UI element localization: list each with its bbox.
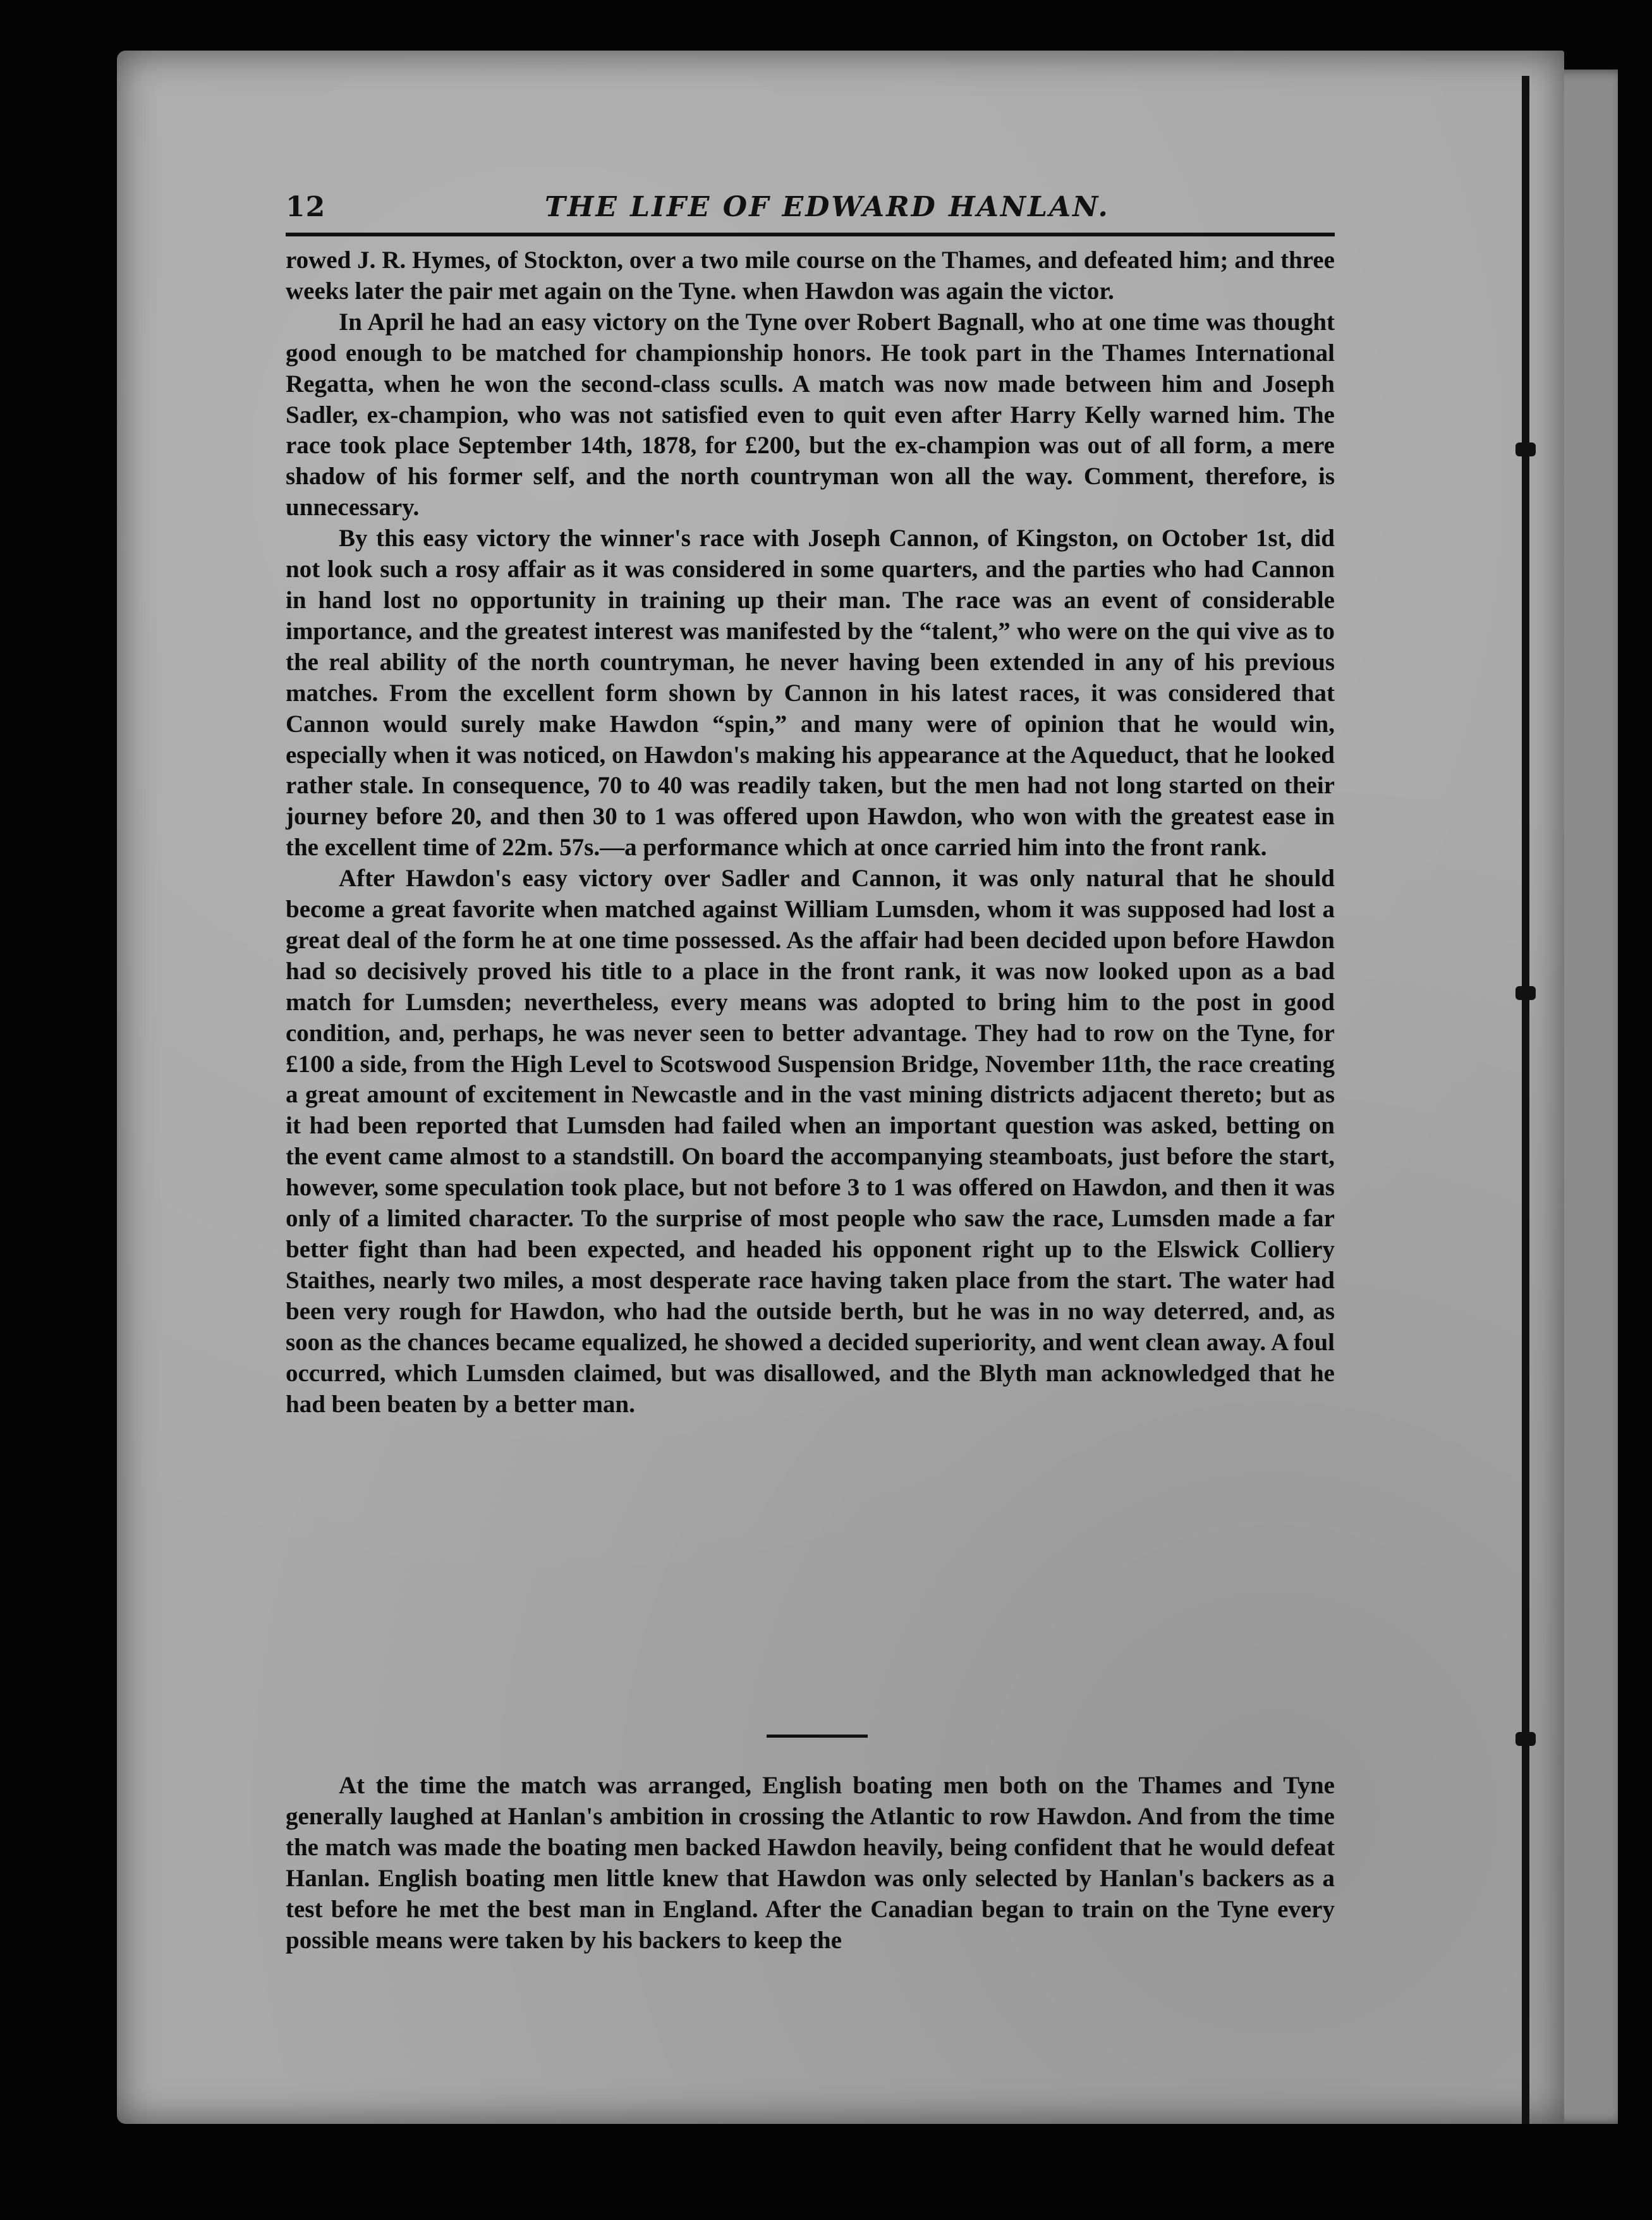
binding-line [1522,76,1529,2124]
article-body-continued [286,1770,1335,1956]
header-rule [286,233,1335,236]
binding-stitch [1515,986,1536,1000]
running-title: THE LIFE OF EDWARD HANLAN. [545,191,1110,223]
section-divider [767,1735,868,1738]
binding-stitch [1515,442,1536,456]
paragraph: By this easy victory the winner's race with Joseph Cannon, of Kingston, on October 1st, did not look such a rosy affair as it was considered in some quarters, and the parties who had Cannon in hand lost no opportunity in training up their man. The race was an event of considerable importance, and the greatest interest was manifested by the “talent,” who were on the qui vive as to the real ability of the north countryman, he never having been extended in any of his previous matches. From the excellent form shown by Cannon in his latest races, it was considered that Cannon would surely make Hawdon “spin,” and many were of opinion that he would win, especially when it was noticed, on Hawdon's making his appearance at the Aqueduct, that he looked rather stale. In consequence, 70 to 40 was readily taken, but the men had not long started on their journey before 20, and then 30 to 1 was offered upon Hawdon, who won with the greatest ease in the excellent time of 22m. 57s.—a performance which at once carried him into the front rank. [286,525,1335,862]
page-number: 12 [286,191,326,223]
page-header [286,191,1335,229]
paragraph: In April he had an easy victory on the Tyne over Robert Bagnall, who at one time was thought good enough to be matched for championship honors. He took part in the Thames International Regatta, when he won the second-class sculls. A match was now made between him and Joseph Sadler, ex-champion, who was not satisfied even to quit even after Harry Kelly warned him. The race took place September 14th, 1878, for £200, but the ex-champion was out of all form, a mere shadow of his former self, and the north countryman won all the way. Comment, therefore, is unnecessary. [286,308,1335,521]
article-body [286,245,1335,1420]
binding-stitch [1515,1732,1536,1746]
paragraph: rowed J. R. Hymes, of Stockton, over a two mile course on the Thames, and defeated him; and three weeks later the pair met again on the Tyne. when Hawdon was again the victor. [286,247,1335,305]
paragraph: At the time the match was arranged, English boating men both on the Thames and Tyne generally laughed at Hanlan's ambition in crossing the Atlantic to row Hawdon. And from the time the match was made the boating men backed Hawdon heavily, being confident that he would defeat Hanlan. English boating men little knew that Hawdon was only selected by Hanlan's backers as a test before he met the best man in England. After the Canadian began to train on the Tyne every possible means were taken by his backers to keep the [286,1772,1335,1954]
paragraph: After Hawdon's easy victory over Sadler and Cannon, it was only natural that he should become a great favorite when matched against William Lumsden, whom it was supposed had lost a great deal of the form he at one time possessed. As the affair had been decided upon before Hawdon had so decisively proved his title to a place in the front rank, it was now looked upon as a bad match for Lumsden; nevertheless, every means was adopted to bring him to the post in good condition, and, perhaps, he was never seen to better advantage. They had to row on the Tyne, for £100 a side, from the High Level to Scotswood Suspension Bridge, November 11th, the race creating a great amount of excitement in Newcastle and in the vast mining districts adjacent thereto; but as it had been reported that Lumsden had failed when an important question was asked, betting on the event came almost to a standstill. On board the accompanying steamboats, just before the start, however, some speculation took place, but not before 3 to 1 was offered on Hawdon, and then it was only of a limited character. To the surprise of most people who saw the race, Lumsden made a far better fight than had been expected, and headed his opponent right up to the Elswick Colliery Staithes, nearly two miles, a most desperate race having taken place from the start. The water had been very rough for Hawdon, who had the outside berth, but he was in no way deterred, and, as soon as the chances became equalized, he showed a decided superiority, and went clean away. A foul occurred, which Lumsden claimed, but was disallowed, and the Blyth man acknowledged that he had been beaten by a better man. [286,865,1335,1418]
